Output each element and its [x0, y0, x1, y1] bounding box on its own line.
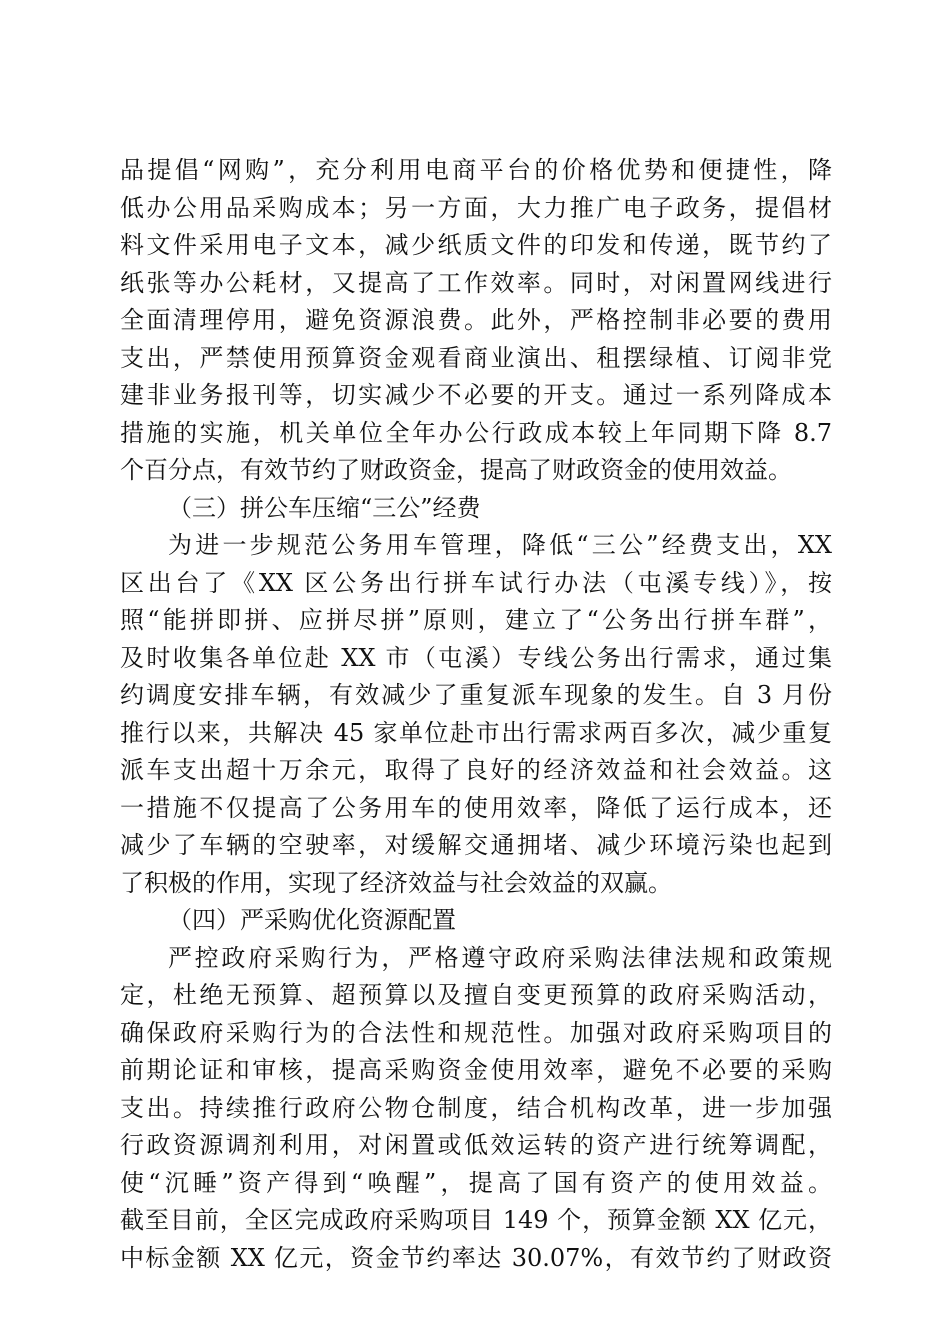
section-heading-3: （三）拼公车压缩“三公”经费 [168, 493, 481, 522]
text-line: 派车支出超十万余元，取得了良好的经济效益和社会效益。这 [120, 756, 832, 784]
text-line: 支出。持续推行政府公物仓制度，结合机构改革，进一步加强 [120, 1093, 832, 1122]
text-line: 约调度安排车辆，有效减少了重复派车现象的发生。自 3 月份 [120, 681, 832, 709]
text-line: 纸张等办公耗材，又提高了工作效率。同时，对闲置网线进行 [120, 268, 832, 297]
text-line: 措施的实施，机关单位全年办公行政成本较上年同期下降 8.7 [120, 418, 832, 447]
text-line: 及时收集各单位赴 XX 市（屯溪）专线公务出行需求，通过集 [120, 643, 832, 672]
text-line: 个百分点，有效节约了财政资金，提高了财政资金的使用效益。 [120, 456, 792, 484]
text-line: 定，杜绝无预算、超预算以及擅自变更预算的政府采购活动， [120, 981, 832, 1009]
text-line: 前期论证和审核，提高采购资金使用效率，避免不必要的采购 [120, 1056, 832, 1084]
text-line: 品提倡“网购”，充分利用电商平台的价格优势和便捷性，降 [120, 156, 832, 184]
text-line: 了积极的作用，实现了经济效益与社会效益的双赢。 [120, 868, 672, 897]
text-line: 建非业务报刊等，切实减少不必要的开支。通过一系列降成本 [120, 381, 832, 409]
text-line: 低办公用品采购成本；另一方面，大力推广电子政务，提倡材 [120, 193, 832, 222]
text-line: 推行以来，共解决 45 家单位赴市出行需求两百多次，减少重复 [120, 718, 832, 747]
text-line: 区出台了《XX 区公务出行拼车试行办法（屯溪专线）》，按 [120, 568, 832, 597]
text-line: 截至目前，全区完成政府采购项目 149 个，预算金额 XX 亿元， [120, 1206, 832, 1234]
paragraph-first-line: 为进一步规范公务用车管理，降低“三公”经费支出，XX [168, 531, 832, 559]
text-line: 减少了车辆的空驶率，对缓解交通拥堵、减少环境污染也起到 [120, 831, 832, 859]
text-line: 中标金额 XX 亿元，资金节约率达 30.07%，有效节约了财政资 [120, 1243, 832, 1272]
text-line: 全面清理停用，避免资源浪费。此外，严格控制非必要的费用 [120, 306, 832, 334]
text-line: 支出，严禁使用预算资金观看商业演出、租摆绿植、订阅非党 [120, 343, 832, 372]
text-line: 料文件采用电子文本，减少纸质文件的印发和传递，既节约了 [120, 231, 832, 259]
section-heading-4: （四）严采购优化资源配置 [168, 906, 456, 934]
text-line: 行政资源调剂利用，对闲置或低效运转的资产进行统筹调配， [120, 1131, 832, 1159]
text-line: 照“能拼即拼、应拼尽拼”原则，建立了“公务出行拼车群”， [120, 606, 832, 634]
text-line: 一措施不仅提高了公务用车的使用效率，降低了运行成本，还 [120, 793, 832, 822]
paragraph-first-line: 严控政府采购行为，严格遵守政府采购法律法规和政策规 [168, 943, 832, 972]
text-line: 使“沉睡”资产得到“唤醒”，提高了国有资产的使用效益。 [120, 1168, 832, 1197]
body-text [120, 152, 832, 1277]
text-line: 确保政府采购行为的合法性和规范性。加强对政府采购项目的 [120, 1018, 832, 1047]
